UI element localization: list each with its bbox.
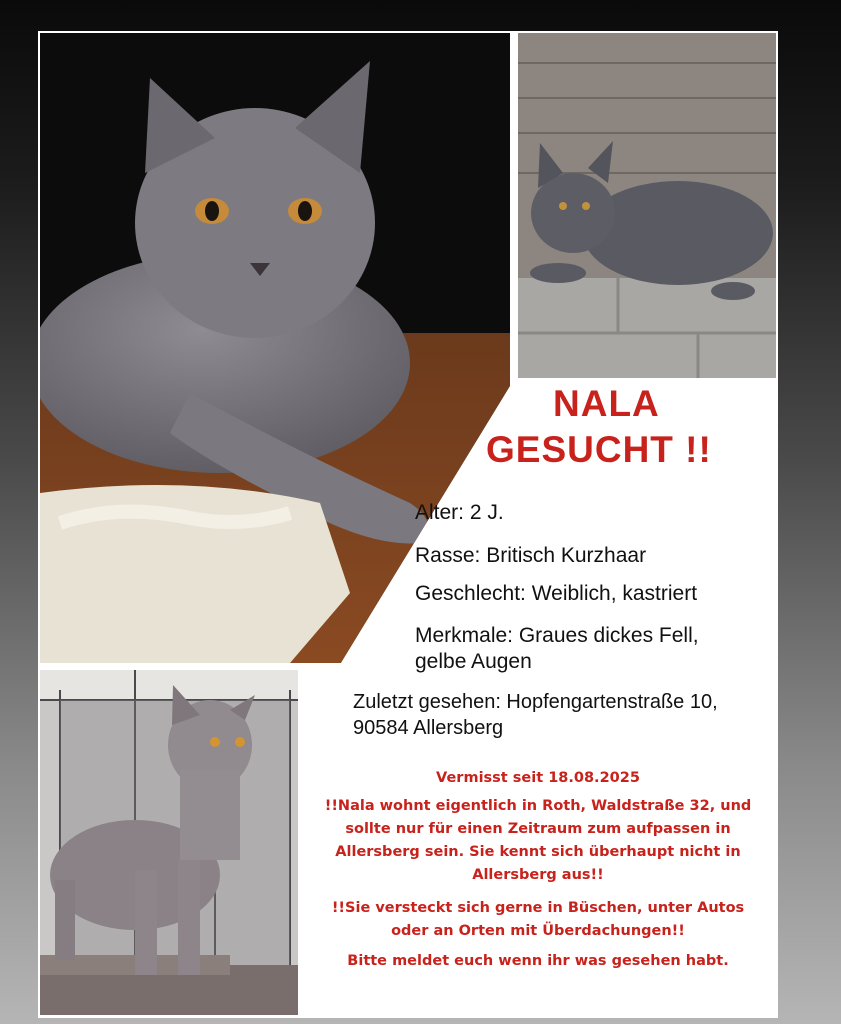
poster-title-wanted: GESUCHT !! — [486, 429, 712, 470]
note-residence-line: sollte nur für einen Zeitraum zum aufpassen in — [345, 821, 731, 837]
fact-age: Alter: 2 J. — [415, 501, 504, 524]
side-cat-photo — [518, 33, 776, 378]
note-hiding-line: oder an Orten mit Überdachungen!! — [391, 923, 685, 939]
fact-features — [415, 623, 699, 675]
note-residence-line: Allersberg sein. Sie kennt sich überhaupt nicht in — [335, 844, 741, 860]
note-residence — [303, 795, 773, 887]
note-residence-line: !!Nala wohnt eigentlich in Roth, Waldstraße 32, und — [324, 798, 752, 814]
note-hiding — [303, 897, 773, 943]
note-residence-line: Allersberg aus!! — [472, 867, 604, 883]
note-hiding-line: !!Sie versteckt sich gerne in Büschen, unter Autos — [331, 900, 745, 916]
fact-features-line1: Merkmale: Graues dickes Fell, — [415, 624, 699, 647]
fact-features-line2: gelbe Augen — [415, 650, 532, 673]
fact-last-seen-line1: Zuletzt gesehen: Hopfengartenstraße 10, — [353, 691, 718, 713]
fact-last-seen — [353, 689, 718, 741]
fact-sex: Geschlecht: Weiblich, kastriert — [415, 582, 698, 605]
missing-since: Vermisst seit 18.08.2025 — [436, 770, 640, 786]
fact-last-seen-line2: 90584 Allersberg — [353, 717, 504, 739]
missing-cat-poster — [38, 31, 778, 1018]
poster-title-name: NALA — [553, 383, 660, 424]
fact-breed: Rasse: Britisch Kurzhaar — [415, 544, 647, 567]
bottom-cat-photo — [40, 670, 298, 1015]
note-contact: Bitte meldet euch wenn ihr was gesehen habt. — [347, 953, 729, 969]
